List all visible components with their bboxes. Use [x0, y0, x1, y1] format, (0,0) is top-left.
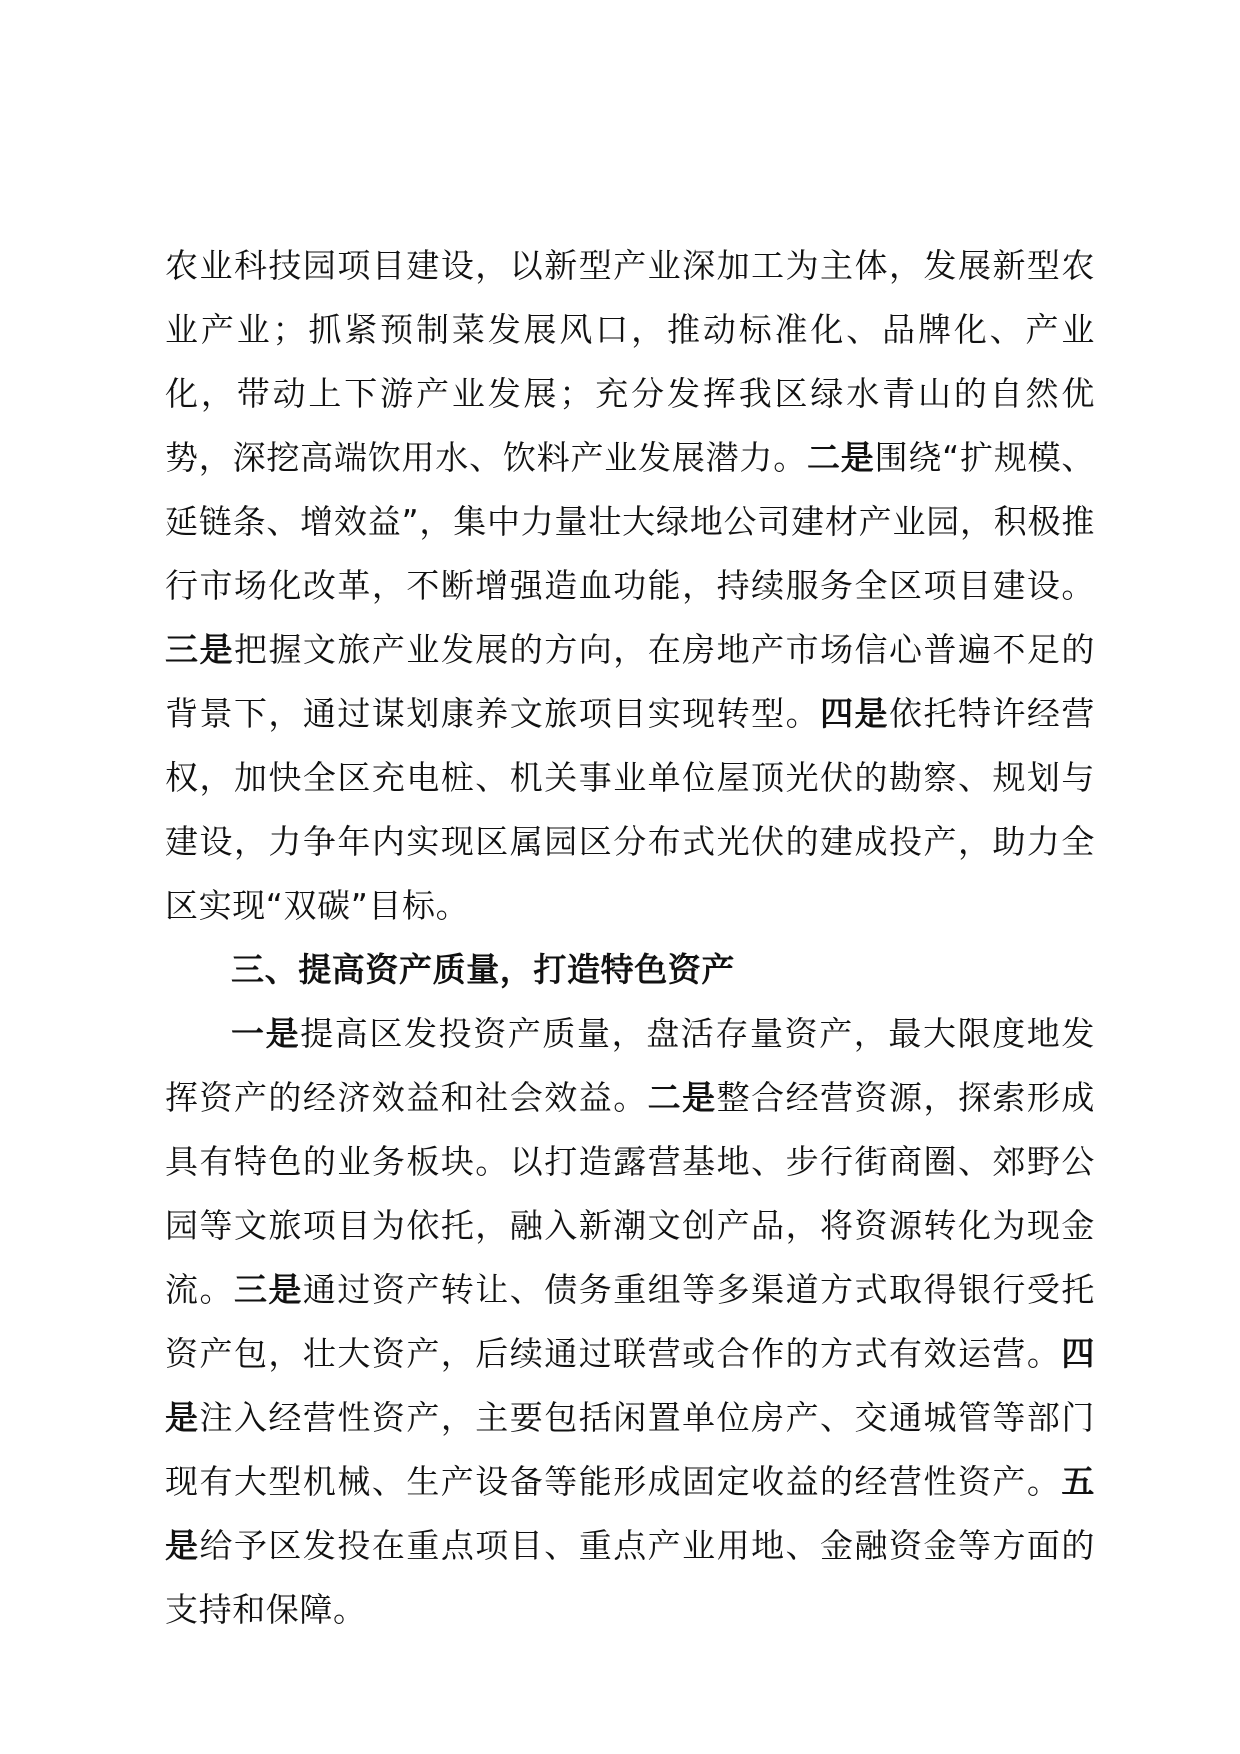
paragraph-text: 注入经营性资产，主要包括闲置单位房产、交通城管等部门现有大型机械、生产设备等能形成固定收益的经营性资产。	[165, 1398, 1095, 1501]
point-marker: 三是	[233, 1270, 303, 1309]
section-heading: 三、提高资产质量，打造特色资产	[231, 950, 735, 989]
paragraph-text: 通过资产转让、债务重组等多渠道方式取得银行受托资产包，壮大资产，后续通过联营或合作的方式有效运营。	[165, 1270, 1095, 1373]
point-marker: 二是	[806, 438, 875, 477]
point-marker: 一是	[231, 1014, 301, 1053]
point-marker: 三是	[165, 630, 234, 669]
paragraph-continued	[165, 234, 1095, 938]
point-marker: 四是	[820, 694, 890, 733]
paragraph-text: 给予区发投在重点项目、重点产业用地、金融资金等方面的支持和保障。	[165, 1526, 1095, 1629]
paragraph-text: 围绕“扩规模、延链条、增效益”，集中力量壮大绿地公司建材产业园，积极推行市场化改革，不断增强造血功能，持续服务全区项目建设。	[165, 438, 1095, 605]
paragraph-text: 农业科技园项目建设，以新型产业深加工为主体，发展新型农业产业；抓紧预制菜发展风口，推动标准化、品牌化、产业化，带动上下游产业发展；充分发挥我区绿水青山的自然优势，深挖高端饮用水、饮料产业发展潜力。	[165, 246, 1095, 477]
paragraph-text: 提高区发投资产质量，盘活存量资产，最大限度地发挥资产的经济效益和社会效益。	[165, 1014, 1095, 1117]
document-body	[165, 234, 1095, 1642]
point-marker: 二是	[647, 1078, 717, 1117]
paragraph-text: 依托特许经营权，加快全区充电桩、机关事业单位屋顶光伏的勘察、规划与建设，力争年内实现区属园区分布式光伏的建成投产，助力全区实现“双碳”目标。	[165, 694, 1095, 925]
paragraph-text: 整合经营资源，探索形成具有特色的业务板块。以打造露营基地、步行街商圈、郊野公园等文旅项目为依托，融入新潮文创产品，将资源转化为现金流。	[165, 1078, 1095, 1309]
paragraph-text: 把握文旅产业发展的方向，在房地产市场信心普遍不足的背景下，通过谋划康养文旅项目实现转型。	[165, 630, 1096, 733]
point-marker: 四是	[165, 1334, 1095, 1437]
point-marker: 五是	[165, 1462, 1095, 1565]
paragraph-assets	[165, 1002, 1095, 1642]
